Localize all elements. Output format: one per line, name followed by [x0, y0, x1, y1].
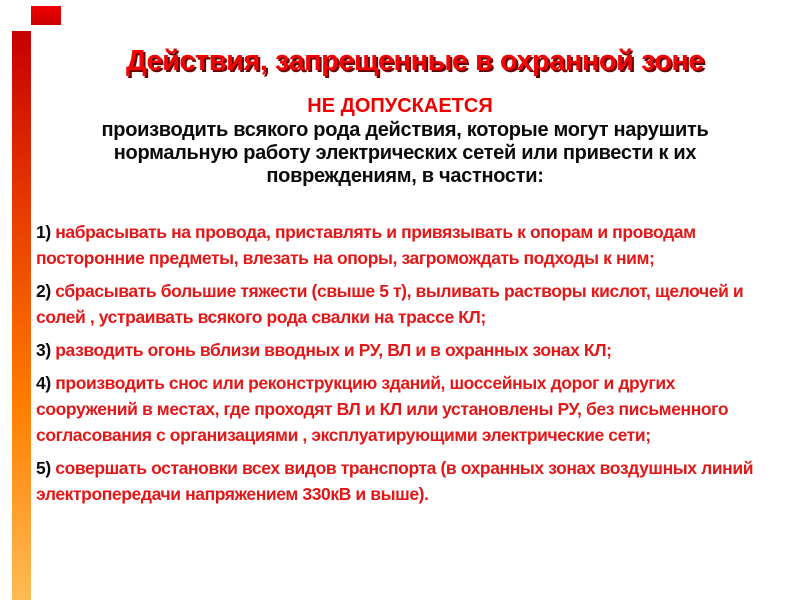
item-number: 3) [36, 340, 51, 360]
red-corner-square-decoration [31, 6, 61, 25]
item-text: разводить огонь вблизи вводных и РУ, ВЛ и в охранных зонах КЛ; [55, 340, 612, 360]
not-allowed-heading: НЕ ДОПУСКАЕТСЯ [307, 95, 493, 117]
item-number: 1) [36, 222, 51, 242]
list-item [36, 370, 770, 448]
list-item [36, 278, 770, 330]
item-number: 2) [36, 281, 51, 301]
item-number: 5) [36, 458, 51, 478]
item-text: производить снос или реконструкцию зданий, шоссейных дорог и других сооружений в местах, где проходят ВЛ и КЛ или установлены РУ, без письменного согласования с организациями , эксплуатирующими электрические сети; [36, 373, 729, 445]
list-item [36, 337, 770, 363]
list-item [36, 219, 770, 271]
prohibited-actions-list [36, 219, 770, 514]
item-text: сбрасывать большие тяжести (свыше 5 т), выливать растворы кислот, щелочей и солей , устраивать всякого рода свалки на трассе КЛ; [36, 281, 744, 327]
slide-title: Действия, запрещенные в охранной зоне [125, 45, 705, 77]
list-item [36, 455, 770, 507]
intro-paragraph: производить всякого рода действия, которые могут нарушить нормальную работу электрических сетей или привести к их повреждениям, в частности: [101, 119, 709, 187]
item-number: 4) [36, 373, 51, 393]
item-text: совершать остановки всех видов транспорта (в охранных зонах воздушных линий электропередачи напряжением 330кВ и выше). [36, 458, 754, 504]
item-text: набрасывать на провода, приставлять и привязывать к опорам и проводам посторонние предметы, влезать на опоры, загромождать подходы к ним; [36, 222, 696, 268]
